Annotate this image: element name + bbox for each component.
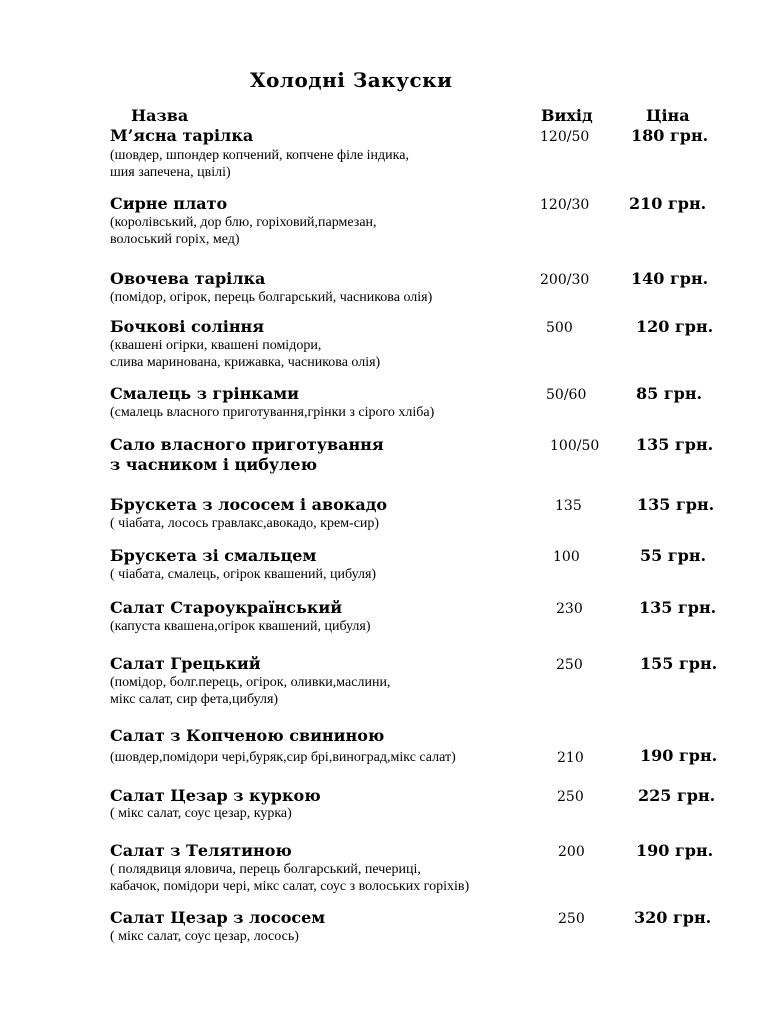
item-description: (квашені огірки, квашені помідори, слива маринована, крижавка, часникова олія) — [110, 338, 381, 370]
item-output: 210 — [557, 750, 584, 766]
item-price: 155 грн. — [640, 654, 718, 673]
column-header-output: Вихід — [541, 106, 593, 125]
item-price: 140 грн. — [631, 269, 709, 288]
item-name: Салат Староукраїнський — [110, 598, 343, 617]
item-description: (шовдер, шпондер копчений, копчене філе індика, шия запечена, цвілі) — [110, 148, 409, 180]
item-name: Сало власного приготування з часником і цибулею — [110, 435, 384, 474]
item-price: 190 грн. — [636, 841, 714, 860]
page-title: Холодні Закуски — [250, 68, 453, 92]
item-description: ( чіабата, смалець, огірок квашений, цибуля) — [110, 567, 377, 582]
item-name: Брускета з лососем і авокадо — [110, 495, 388, 514]
column-header-price: Ціна — [646, 106, 690, 125]
item-output: 250 — [556, 657, 583, 673]
item-name: Салат з Копченою свининою — [110, 726, 385, 745]
item-description: (королівський, дор блю, горіховий,пармезан, волоський горіх, мед) — [110, 215, 377, 247]
item-price: 320 грн. — [634, 908, 712, 927]
item-description: ( мікс салат, соус цезар, курка) — [110, 806, 292, 821]
item-output: 230 — [556, 601, 583, 617]
item-name: Салат Грецький — [110, 654, 261, 673]
item-output: 100 — [553, 549, 580, 565]
item-output: 500 — [546, 320, 573, 336]
item-description: (помідор, огірок, перець болгарський, часникова олія) — [110, 290, 433, 305]
item-price: 135 грн. — [636, 435, 714, 454]
item-output: 120/50 — [540, 129, 590, 145]
item-description: (капуста квашена,огірок квашений, цибуля) — [110, 619, 371, 634]
item-description: ( полядвиця яловича, перець болгарський, печериці, кабачок, помідори чері, мікс салат, соус з волоських горіхів) — [110, 862, 470, 894]
item-name: Бочкові соління — [110, 317, 265, 336]
item-price: 180 грн. — [631, 126, 709, 145]
item-price: 210 грн. — [629, 194, 707, 213]
item-price: 85 грн. — [636, 384, 703, 403]
item-description: (смалець власного приготування,грінки з сірого хліба) — [110, 405, 435, 420]
item-description: (помідор, болг.перець, огірок, оливки,маслини, мікс салат, сир фета,цибуля) — [110, 675, 391, 707]
item-price: 135 грн. — [637, 495, 715, 514]
item-name: Салат Цезар з куркою — [110, 786, 321, 805]
item-output: 120/30 — [540, 197, 590, 213]
item-output: 200 — [558, 844, 585, 860]
item-output: 135 — [555, 498, 582, 514]
item-price: 120 грн. — [636, 317, 714, 336]
item-name: Салат Цезар з лососем — [110, 908, 326, 927]
item-price: 55 грн. — [640, 546, 707, 565]
item-description: ( мікс салат, соус цезар, лосось) — [110, 929, 299, 944]
item-output: 250 — [558, 911, 585, 927]
item-name: Овочева тарілка — [110, 269, 266, 288]
item-output: 100/50 — [550, 438, 600, 454]
item-name: Смалець з грінками — [110, 384, 299, 403]
item-price: 225 грн. — [638, 786, 716, 805]
item-price: 135 грн. — [639, 598, 717, 617]
item-description: ( чіабата, лосось гравлакс,авокадо, крем-сир) — [110, 516, 380, 531]
item-name: Салат з Телятиною — [110, 841, 292, 860]
item-output: 250 — [557, 789, 584, 805]
item-name: Брускета зі смальцем — [110, 546, 317, 565]
item-output: 50/60 — [546, 387, 587, 403]
item-output: 200/30 — [540, 272, 590, 288]
column-header-name: Назва — [131, 106, 189, 125]
item-name: Сирне плато — [110, 194, 228, 213]
item-price: 190 грн. — [640, 746, 718, 765]
item-name: М’ясна тарілка — [110, 126, 254, 145]
item-description: (шовдер,помідори чері,буряк,сир брі,виноград,мікс салат) — [110, 750, 456, 765]
